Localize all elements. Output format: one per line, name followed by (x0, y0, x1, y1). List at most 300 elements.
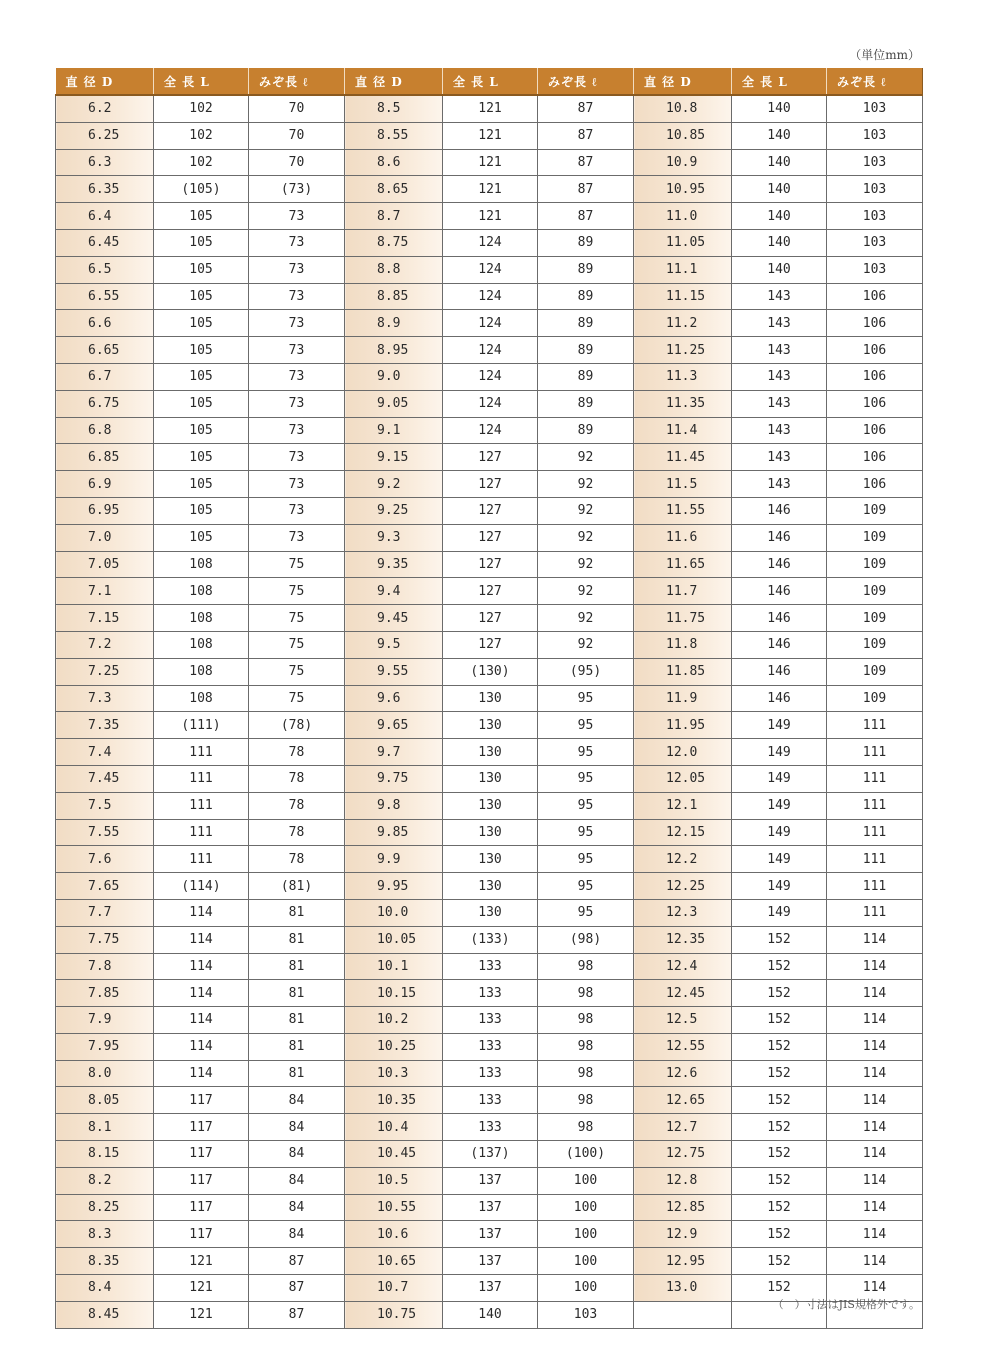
overall-length-cell: 105 (154, 310, 249, 337)
overall-length-cell: 105 (154, 497, 249, 524)
overall-length-cell: 133 (443, 1114, 538, 1141)
diameter-cell: 10.15 (345, 980, 443, 1007)
overall-length-cell: 117 (154, 1194, 249, 1221)
diameter-cell: 10.55 (345, 1194, 443, 1221)
diameter-cell: 9.8 (345, 792, 443, 819)
groove-length-cell: 98 (538, 953, 634, 980)
diameter-cell: 8.05 (56, 1087, 154, 1114)
diameter-cell: 11.4 (634, 417, 732, 444)
groove-length-cell: 95 (538, 765, 634, 792)
overall-length-cell: 146 (732, 605, 827, 632)
overall-length-cell: 143 (732, 417, 827, 444)
overall-length-cell: 143 (732, 390, 827, 417)
diameter-cell: 12.6 (634, 1060, 732, 1087)
diameter-cell: 6.5 (56, 256, 154, 283)
groove-length-cell: 100 (538, 1167, 634, 1194)
overall-length-cell: 143 (732, 444, 827, 471)
unit-note: （単位mm） (849, 48, 920, 62)
diameter-cell: 12.2 (634, 846, 732, 873)
overall-length-cell: 152 (732, 1221, 827, 1248)
groove-length-cell: 84 (249, 1141, 345, 1168)
groove-length-cell: (100) (538, 1141, 634, 1168)
overall-length-cell: 105 (154, 417, 249, 444)
overall-length-cell: (114) (154, 873, 249, 900)
groove-length-cell: 95 (538, 712, 634, 739)
diameter-cell: 9.4 (345, 578, 443, 605)
groove-length-cell: 106 (827, 471, 923, 498)
groove-length-cell: 98 (538, 1007, 634, 1034)
groove-length-cell: 100 (538, 1221, 634, 1248)
overall-length-cell: 130 (443, 739, 538, 766)
diameter-cell: 12.75 (634, 1141, 732, 1168)
header-diameter: 直 径 D (634, 68, 732, 95)
overall-length-cell: 140 (732, 229, 827, 256)
overall-length-cell: 140 (732, 203, 827, 230)
groove-length-cell: (81) (249, 873, 345, 900)
overall-length-cell: (137) (443, 1141, 538, 1168)
groove-length-cell: 103 (827, 149, 923, 176)
groove-length-cell: 92 (538, 471, 634, 498)
overall-length-cell: 140 (443, 1301, 538, 1328)
groove-length-cell: 111 (827, 792, 923, 819)
spec-table (55, 68, 923, 1329)
diameter-cell: 9.9 (345, 846, 443, 873)
diameter-cell: 7.35 (56, 712, 154, 739)
overall-length-cell: 124 (443, 283, 538, 310)
overall-length-cell: 117 (154, 1167, 249, 1194)
footnote: （ ）寸法はJIS規格外です。 (772, 1298, 920, 1311)
diameter-cell: 8.15 (56, 1141, 154, 1168)
groove-length-cell: 111 (827, 739, 923, 766)
table-row (56, 524, 923, 551)
overall-length-cell: 117 (154, 1114, 249, 1141)
groove-length-cell: 98 (538, 1087, 634, 1114)
diameter-cell: 9.3 (345, 524, 443, 551)
groove-length-cell: 92 (538, 578, 634, 605)
groove-length-cell: 109 (827, 524, 923, 551)
groove-length-cell: 73 (249, 497, 345, 524)
diameter-cell: 11.25 (634, 337, 732, 364)
diameter-cell: 8.8 (345, 256, 443, 283)
diameter-cell: 7.9 (56, 1007, 154, 1034)
table-row (56, 1060, 923, 1087)
groove-length-cell: 114 (827, 1007, 923, 1034)
overall-length-cell: 121 (443, 176, 538, 203)
overall-length-cell: 108 (154, 551, 249, 578)
overall-length-cell: 108 (154, 631, 249, 658)
groove-length-cell: 106 (827, 337, 923, 364)
groove-length-cell: 114 (827, 980, 923, 1007)
diameter-cell: 8.35 (56, 1248, 154, 1275)
table-row (56, 149, 923, 176)
groove-length-cell: 70 (249, 95, 345, 122)
groove-length-cell: 106 (827, 310, 923, 337)
diameter-cell: 9.95 (345, 873, 443, 900)
diameter-cell: 11.0 (634, 203, 732, 230)
overall-length-cell: 146 (732, 631, 827, 658)
groove-length-cell: 114 (827, 953, 923, 980)
groove-length-cell: 87 (538, 122, 634, 149)
diameter-cell: 11.7 (634, 578, 732, 605)
overall-length-cell: 143 (732, 471, 827, 498)
groove-length-cell: 84 (249, 1167, 345, 1194)
header-diameter: 直 径 D (56, 68, 154, 95)
overall-length-cell: 108 (154, 578, 249, 605)
groove-length-cell: 114 (827, 1194, 923, 1221)
diameter-cell: 6.75 (56, 390, 154, 417)
diameter-cell: 11.6 (634, 524, 732, 551)
diameter-cell: 10.8 (634, 95, 732, 122)
diameter-cell: 10.6 (345, 1221, 443, 1248)
diameter-cell: 12.45 (634, 980, 732, 1007)
overall-length-cell: 117 (154, 1141, 249, 1168)
groove-length-cell: 111 (827, 899, 923, 926)
groove-length-cell: 109 (827, 605, 923, 632)
overall-length-cell: 127 (443, 605, 538, 632)
overall-length-cell: 146 (732, 685, 827, 712)
groove-length-cell: 73 (249, 256, 345, 283)
diameter-cell: 9.75 (345, 765, 443, 792)
diameter-cell: 7.6 (56, 846, 154, 873)
groove-length-cell: 109 (827, 631, 923, 658)
diameter-cell: 9.6 (345, 685, 443, 712)
groove-length-cell: 111 (827, 712, 923, 739)
overall-length-cell: 149 (732, 792, 827, 819)
diameter-cell: 11.5 (634, 471, 732, 498)
groove-length-cell: 103 (827, 176, 923, 203)
overall-length-cell: 127 (443, 444, 538, 471)
table-row (56, 444, 923, 471)
groove-length-cell: 114 (827, 926, 923, 953)
groove-length-cell: 73 (249, 229, 345, 256)
diameter-cell: 10.95 (634, 176, 732, 203)
groove-length-cell: 111 (827, 873, 923, 900)
groove-length-cell: 98 (538, 1033, 634, 1060)
groove-length-cell: 78 (249, 819, 345, 846)
groove-length-cell: 106 (827, 283, 923, 310)
groove-length-cell: 103 (827, 122, 923, 149)
groove-length-cell: 114 (827, 1114, 923, 1141)
overall-length-cell: 152 (732, 1248, 827, 1275)
groove-length-cell: (78) (249, 712, 345, 739)
groove-length-cell: 109 (827, 578, 923, 605)
overall-length-cell: 127 (443, 578, 538, 605)
diameter-cell: 9.0 (345, 363, 443, 390)
header-overall-length: 全 長 L (154, 68, 249, 95)
diameter-cell: 7.0 (56, 524, 154, 551)
diameter-cell: 11.55 (634, 497, 732, 524)
groove-length-cell: 87 (249, 1248, 345, 1275)
diameter-cell: 8.3 (56, 1221, 154, 1248)
overall-length-cell: 130 (443, 873, 538, 900)
diameter-cell: 6.2 (56, 95, 154, 122)
groove-length-cell: 73 (249, 417, 345, 444)
groove-length-cell: 73 (249, 310, 345, 337)
diameter-cell: 6.9 (56, 471, 154, 498)
table-row (56, 1114, 923, 1141)
diameter-cell: 11.05 (634, 229, 732, 256)
groove-length-cell: 84 (249, 1114, 345, 1141)
diameter-cell: 8.25 (56, 1194, 154, 1221)
diameter-cell: 10.9 (634, 149, 732, 176)
groove-length-cell: 89 (538, 229, 634, 256)
groove-length-cell: 81 (249, 980, 345, 1007)
table-row (56, 256, 923, 283)
table-body (56, 95, 923, 1328)
groove-length-cell: 81 (249, 1060, 345, 1087)
diameter-cell: 7.5 (56, 792, 154, 819)
groove-length-cell: 75 (249, 551, 345, 578)
overall-length-cell: 152 (732, 1114, 827, 1141)
overall-length-cell: 149 (732, 819, 827, 846)
diameter-cell: 8.95 (345, 337, 443, 364)
groove-length-cell: 89 (538, 337, 634, 364)
groove-length-cell: 75 (249, 605, 345, 632)
table-row (56, 1248, 923, 1275)
diameter-cell: 12.5 (634, 1007, 732, 1034)
groove-length-cell: 78 (249, 765, 345, 792)
diameter-cell: 10.0 (345, 899, 443, 926)
diameter-cell: 6.95 (56, 497, 154, 524)
groove-length-cell: 109 (827, 685, 923, 712)
diameter-cell: 12.4 (634, 953, 732, 980)
overall-length-cell: 121 (154, 1248, 249, 1275)
diameter-cell: 7.3 (56, 685, 154, 712)
groove-length-cell: 106 (827, 417, 923, 444)
table-row (56, 551, 923, 578)
groove-length-cell: 84 (249, 1194, 345, 1221)
diameter-cell: 9.5 (345, 631, 443, 658)
overall-length-cell: 105 (154, 203, 249, 230)
groove-length-cell: 95 (538, 792, 634, 819)
groove-length-cell: 78 (249, 792, 345, 819)
overall-length-cell: 137 (443, 1167, 538, 1194)
header-diameter: 直 径 D (345, 68, 443, 95)
groove-length-cell: 114 (827, 1275, 923, 1302)
overall-length-cell: 127 (443, 631, 538, 658)
table-row (56, 953, 923, 980)
diameter-cell: 7.2 (56, 631, 154, 658)
diameter-cell: 8.7 (345, 203, 443, 230)
overall-length-cell: 146 (732, 578, 827, 605)
groove-length-cell: 109 (827, 497, 923, 524)
groove-length-cell: 87 (538, 149, 634, 176)
overall-length-cell: 149 (732, 712, 827, 739)
diameter-cell: 6.3 (56, 149, 154, 176)
overall-length-cell: (130) (443, 658, 538, 685)
header-groove-length: みぞ長 ℓ (538, 68, 634, 95)
groove-length-cell: 98 (538, 980, 634, 1007)
overall-length-cell: 133 (443, 1060, 538, 1087)
overall-length-cell: 105 (154, 390, 249, 417)
diameter-cell: 7.65 (56, 873, 154, 900)
groove-length-cell: 103 (538, 1301, 634, 1328)
overall-length-cell: 133 (443, 1007, 538, 1034)
table-row (56, 229, 923, 256)
groove-length-cell: 73 (249, 203, 345, 230)
overall-length-cell: 105 (154, 444, 249, 471)
groove-length-cell: 89 (538, 283, 634, 310)
table-row (56, 363, 923, 390)
table-row (56, 1167, 923, 1194)
diameter-cell: 8.2 (56, 1167, 154, 1194)
diameter-cell: 10.2 (345, 1007, 443, 1034)
table-row (56, 390, 923, 417)
groove-length-cell: 103 (827, 256, 923, 283)
groove-length-cell: 114 (827, 1221, 923, 1248)
diameter-cell: 6.35 (56, 176, 154, 203)
overall-length-cell: 152 (732, 1167, 827, 1194)
overall-length-cell: 108 (154, 605, 249, 632)
overall-length-cell: 130 (443, 792, 538, 819)
groove-length-cell: 73 (249, 363, 345, 390)
groove-length-cell: 73 (249, 444, 345, 471)
diameter-cell: 7.45 (56, 765, 154, 792)
diameter-cell: 8.0 (56, 1060, 154, 1087)
groove-length-cell: (98) (538, 926, 634, 953)
diameter-cell: 11.95 (634, 712, 732, 739)
overall-length-cell: 114 (154, 980, 249, 1007)
groove-length-cell: 87 (249, 1301, 345, 1328)
overall-length-cell: 146 (732, 658, 827, 685)
overall-length-cell: 133 (443, 1033, 538, 1060)
overall-length-cell: 149 (732, 765, 827, 792)
diameter-cell: 7.7 (56, 899, 154, 926)
table-row (56, 95, 923, 122)
overall-length-cell: 105 (154, 256, 249, 283)
table-row (56, 873, 923, 900)
table-row (56, 122, 923, 149)
table-row (56, 1007, 923, 1034)
groove-length-cell: 100 (538, 1248, 634, 1275)
groove-length-cell: 73 (249, 283, 345, 310)
groove-length-cell: 92 (538, 551, 634, 578)
overall-length-cell: (133) (443, 926, 538, 953)
overall-length-cell: 140 (732, 176, 827, 203)
groove-length-cell: 109 (827, 551, 923, 578)
diameter-cell: 12.0 (634, 739, 732, 766)
groove-length-cell: 114 (827, 1060, 923, 1087)
overall-length-cell: 130 (443, 712, 538, 739)
overall-length-cell: 140 (732, 95, 827, 122)
groove-length-cell: 92 (538, 444, 634, 471)
diameter-cell: 6.45 (56, 229, 154, 256)
table-row (56, 712, 923, 739)
overall-length-cell: 124 (443, 417, 538, 444)
groove-length-cell: 75 (249, 658, 345, 685)
diameter-cell: 9.05 (345, 390, 443, 417)
overall-length-cell: 146 (732, 524, 827, 551)
diameter-cell: 6.85 (56, 444, 154, 471)
groove-length-cell: 92 (538, 524, 634, 551)
overall-length-cell: 124 (443, 310, 538, 337)
diameter-cell: 6.8 (56, 417, 154, 444)
diameter-cell: 10.85 (634, 122, 732, 149)
groove-length-cell: 114 (827, 1087, 923, 1114)
diameter-cell: 10.1 (345, 953, 443, 980)
overall-length-cell: 130 (443, 685, 538, 712)
diameter-cell: 10.3 (345, 1060, 443, 1087)
diameter-cell: 11.3 (634, 363, 732, 390)
header-overall-length: 全 長 L (732, 68, 827, 95)
diameter-cell: 12.95 (634, 1248, 732, 1275)
table-row (56, 1087, 923, 1114)
diameter-cell: 8.1 (56, 1114, 154, 1141)
groove-length-cell: 78 (249, 739, 345, 766)
groove-length-cell: 109 (827, 658, 923, 685)
diameter-cell: 10.45 (345, 1141, 443, 1168)
overall-length-cell: 124 (443, 390, 538, 417)
diameter-cell: 8.75 (345, 229, 443, 256)
groove-length-cell: 73 (249, 390, 345, 417)
diameter-cell: 8.45 (56, 1301, 154, 1328)
diameter-cell: 6.55 (56, 283, 154, 310)
table-row (56, 176, 923, 203)
overall-length-cell: 133 (443, 980, 538, 1007)
diameter-cell: 10.35 (345, 1087, 443, 1114)
groove-length-cell: 114 (827, 1167, 923, 1194)
diameter-cell: 9.65 (345, 712, 443, 739)
diameter-cell: 6.25 (56, 122, 154, 149)
overall-length-cell: 105 (154, 524, 249, 551)
diameter-cell: 8.6 (345, 149, 443, 176)
overall-length-cell: 130 (443, 819, 538, 846)
groove-length-cell: 89 (538, 417, 634, 444)
table-row (56, 497, 923, 524)
diameter-cell: 11.85 (634, 658, 732, 685)
overall-length-cell: 117 (154, 1087, 249, 1114)
overall-length-cell: 127 (443, 471, 538, 498)
table-row (56, 417, 923, 444)
overall-length-cell: 102 (154, 95, 249, 122)
overall-length-cell: 143 (732, 310, 827, 337)
overall-length-cell: 152 (732, 1007, 827, 1034)
groove-length-cell: 87 (538, 176, 634, 203)
groove-length-cell: 103 (827, 229, 923, 256)
diameter-cell: 12.15 (634, 819, 732, 846)
groove-length-cell: 89 (538, 363, 634, 390)
table-row (56, 631, 923, 658)
groove-length-cell: 84 (249, 1221, 345, 1248)
diameter-cell: 7.85 (56, 980, 154, 1007)
groove-length-cell: 81 (249, 1033, 345, 1060)
diameter-cell: 11.9 (634, 685, 732, 712)
overall-length-cell: 149 (732, 899, 827, 926)
diameter-cell: 13.0 (634, 1275, 732, 1302)
groove-length-cell: 95 (538, 899, 634, 926)
groove-length-cell: 70 (249, 122, 345, 149)
overall-length-cell: 114 (154, 899, 249, 926)
table-row (56, 765, 923, 792)
groove-length-cell: 81 (249, 899, 345, 926)
groove-length-cell: 98 (538, 1060, 634, 1087)
diameter-cell: 12.65 (634, 1087, 732, 1114)
groove-length-cell: 70 (249, 149, 345, 176)
overall-length-cell: 121 (443, 203, 538, 230)
groove-length-cell: 95 (538, 873, 634, 900)
header-groove-length: みぞ長 ℓ (827, 68, 923, 95)
diameter-cell: 9.85 (345, 819, 443, 846)
table-row (56, 203, 923, 230)
groove-length-cell: 103 (827, 95, 923, 122)
diameter-cell: 10.25 (345, 1033, 443, 1060)
overall-length-cell: 124 (443, 229, 538, 256)
overall-length-cell: 105 (154, 337, 249, 364)
diameter-cell: 7.75 (56, 926, 154, 953)
diameter-cell: 8.5 (345, 95, 443, 122)
table-row (56, 578, 923, 605)
groove-length-cell: 89 (538, 256, 634, 283)
